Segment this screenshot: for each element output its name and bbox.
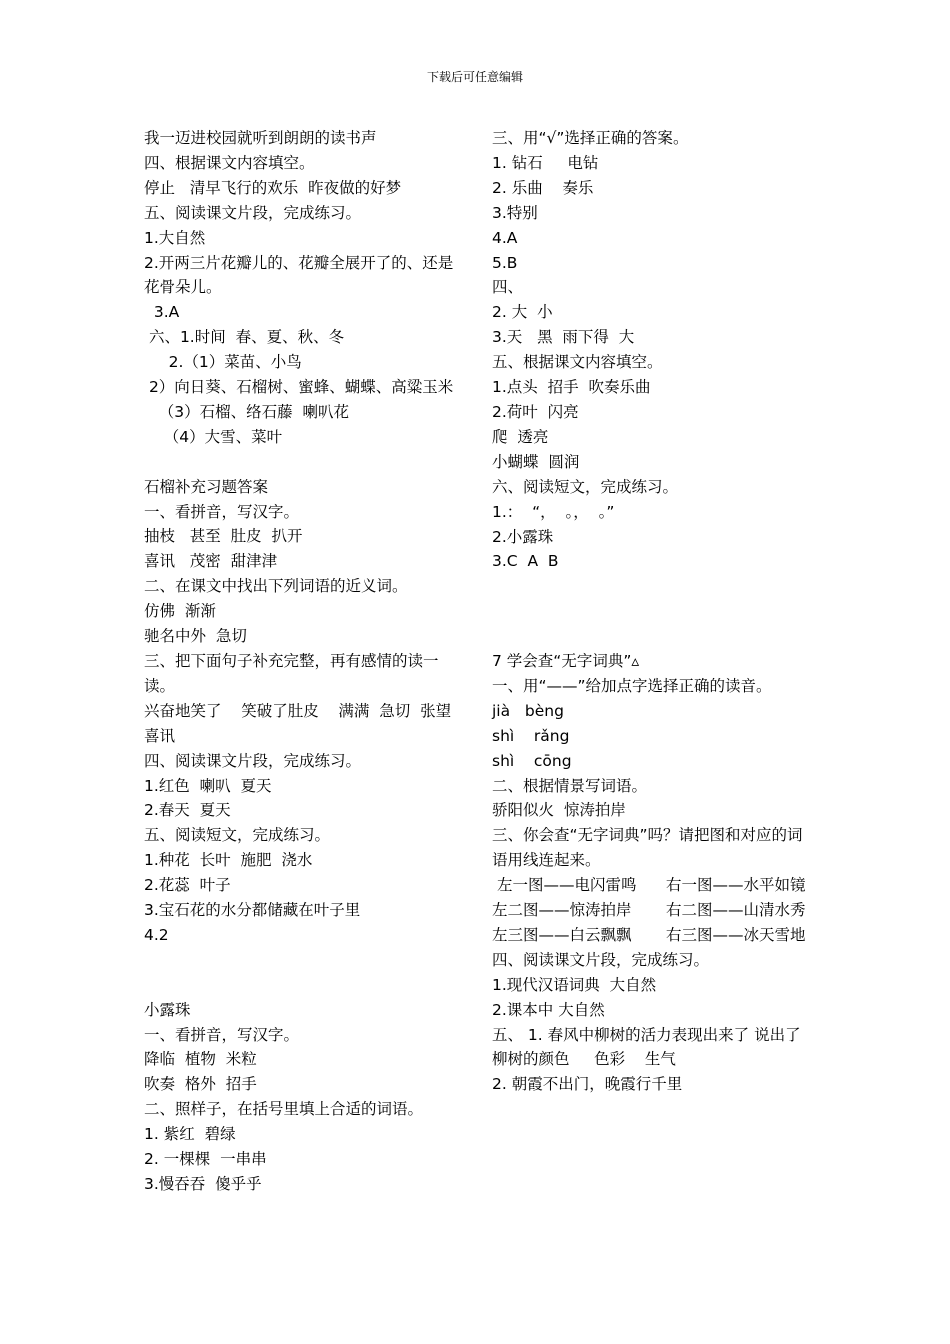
text-line: 六、1.时间 春、夏、秋、冬 (144, 328, 345, 347)
text-line: 7 学会查“无字词典”▵ (492, 651, 640, 670)
text-line: 喜讯 茂密 甜津津 (144, 552, 278, 571)
text-line: 1.种花 长叶 施肥 浇水 (144, 851, 313, 870)
text-line: 5.B (492, 253, 518, 272)
blank-line (492, 574, 814, 599)
right-column (492, 126, 814, 1097)
text-line: 3.A (144, 303, 180, 322)
text-line: 2.小露珠 (492, 527, 554, 546)
text-line: 3.C A B (492, 552, 559, 571)
text-line: 二、根据情景写词语。 (492, 776, 648, 795)
text-line: 三、你会查“无字词典”吗？请把图和对应的词语用线连起来。 (492, 826, 803, 870)
text-line: 2.开两三片花瓣儿的、花瓣全展开了的、还是花骨朵儿。 (144, 253, 454, 297)
text-line: 2.（1）菜苗、小鸟 (144, 353, 302, 372)
text-line: 停止 清早飞行的欢乐 昨夜做的好梦 (144, 178, 402, 197)
text-line: 二、在课文中找出下列词语的近义词。 (144, 577, 408, 596)
text-line: 仿佛 渐渐 (144, 602, 216, 621)
text-line: 2. 一棵棵 一串串 (144, 1150, 267, 1169)
text-line: 骄阳似火 惊涛拍岸 (492, 801, 626, 820)
text-line: 吹奏 格外 招手 (144, 1075, 257, 1094)
text-line: 1. 紫红 碧绿 (144, 1125, 236, 1144)
text-line: 一、看拼音，写汉字。 (144, 1025, 300, 1044)
text-line: 1. 钻石 电钻 (492, 153, 599, 172)
text-line: shì cōng (492, 751, 572, 770)
text-line: 抽枝 甚至 肚皮 扒开 (144, 527, 303, 546)
text-line: 小露珠 (144, 1000, 191, 1019)
text-line: 1.大自然 (144, 228, 206, 247)
blank-line (492, 599, 814, 624)
blank-line (144, 450, 466, 475)
text-line: 3.宝石花的水分都储藏在叶子里 (144, 901, 361, 920)
text-line: 2.课本中 大自然 (492, 1000, 605, 1019)
text-line: 1.： “， 。， 。” (492, 502, 615, 521)
text-line: 2.春天 夏天 (144, 801, 231, 820)
text-line: 4.A (492, 228, 518, 247)
text-line: 2. 朝霞不出门，晚霞行千里 (492, 1075, 683, 1094)
text-line: 六、阅读短文，完成练习。 (492, 477, 679, 496)
text-line: 2. 乐曲 奏乐 (492, 178, 594, 197)
text-line: 左三图——白云飘飘 右三图——冰天雪地 (492, 925, 806, 944)
text-line: 五、 1. 春风中柳树的活力表现出来了 说出了柳树的颜色 色彩 生气 (492, 1025, 801, 1069)
text-line: shì rǎng (492, 726, 570, 745)
text-line: 左一图——电闪雷鸣 右一图——水平如镜 (492, 876, 806, 895)
text-line: （4）大雪、菜叶 (144, 427, 283, 446)
text-line: 一、用“——”给加点字选择正确的读音。 (492, 676, 772, 695)
text-line: （3）石榴、络石藤 喇叭花 (144, 402, 349, 421)
text-line: 二、照样子，在括号里填上合适的词语。 (144, 1100, 424, 1119)
text-line: 小蝴蝶 圆润 (492, 452, 580, 471)
text-line: 1.红色 喇叭 夏天 (144, 776, 272, 795)
text-line: 1.点头 招手 吹奏乐曲 (492, 378, 651, 397)
text-line: 降临 植物 米粒 (144, 1050, 257, 1069)
text-line: 2. 大 小 (492, 303, 553, 322)
text-line: 石榴补充习题答案 (144, 477, 269, 496)
text-line: 四、根据课文内容填空。 (144, 153, 315, 172)
page-header: 下载后可任意编辑 (426, 70, 523, 84)
text-line: 3.特别 (492, 203, 538, 222)
text-line: 3.天 黑 雨下得 大 (492, 328, 635, 347)
text-line: 四、阅读课文片段，完成练习。 (492, 950, 710, 969)
text-line: 2.花蕊 叶子 (144, 876, 231, 895)
text-line: 四、阅读课文片段，完成练习。 (144, 751, 362, 770)
blank-line (492, 624, 814, 649)
text-line: 三、把下面句子补充完整，再有感情的读一读。 (144, 652, 439, 695)
text-line: 3.慢吞吞 傻乎乎 (144, 1175, 262, 1194)
text-line: jià bèng (492, 701, 564, 720)
text-line: 我一迈进校园就听到朗朗的读书声 (144, 129, 377, 147)
text-line: 五、阅读短文，完成练习。 (144, 826, 331, 845)
blank-line (144, 948, 466, 973)
left-column (144, 126, 466, 1197)
blank-line (144, 973, 466, 998)
text-line: 2.荷叶 闪亮 (492, 402, 579, 421)
text-line: 4.2 (144, 925, 169, 944)
text-line: 一、看拼音，写汉字。 (144, 502, 300, 521)
text-line: 四、 (492, 278, 524, 297)
text-line: 1.现代汉语词典 大自然 (492, 975, 657, 994)
text-line: 爬 透亮 (492, 427, 549, 446)
text-line: 2）向日葵、石榴树、蜜蜂、蝴蝶、高粱玉米 (144, 378, 454, 397)
text-line: 驰名中外 急切 (144, 627, 247, 646)
text-line: 三、用“√”选择正确的答案。 (492, 129, 689, 147)
text-line: 左二图——惊涛拍岸 右二图——山清水秀 (492, 901, 806, 920)
text-line: 兴奋地笑了 笑破了肚皮 满满 急切 张望 喜讯 (144, 701, 461, 745)
text-line: 五、阅读课文片段，完成练习。 (144, 203, 362, 222)
text-line: 五、根据课文内容填空。 (492, 353, 663, 372)
